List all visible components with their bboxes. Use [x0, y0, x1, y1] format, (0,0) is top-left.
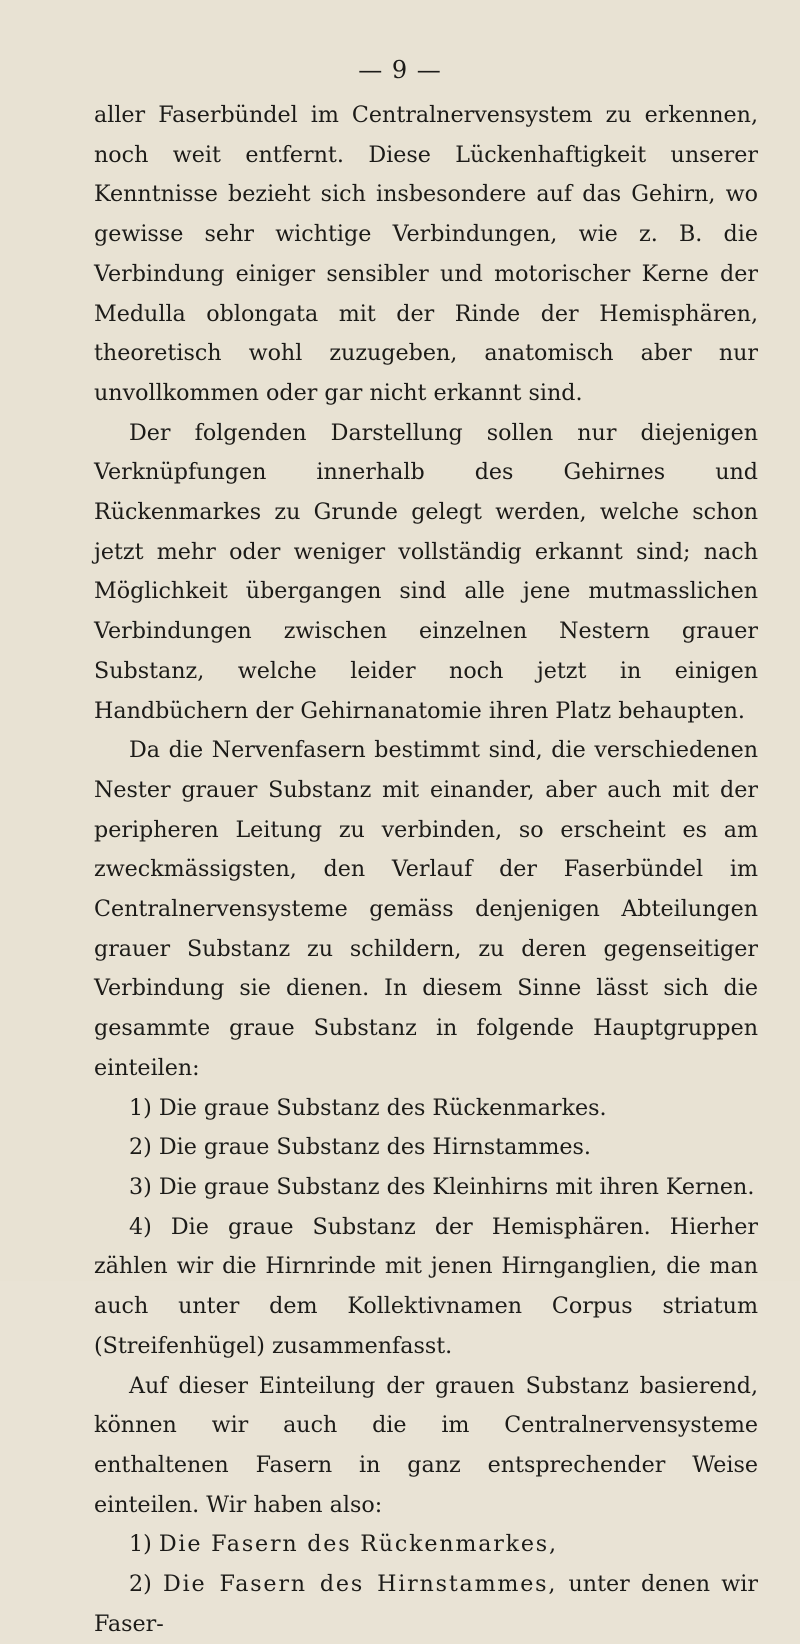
- group-list-item-4: 4) Die graue Substanz der Hemisphären. Hierher zählen wir die Hirnrinde mit jenen Hirnganglien, die man auch unter dem Kollektivnamen Corpus striatum (Streifenhügel) zusammenfasst.: [94, 1213, 758, 1359]
- group-list-item-1: 1) Die graue Substanz des Rückenmarkes.: [129, 1094, 607, 1121]
- fiber-list-item-2-number: 2): [129, 1571, 152, 1598]
- fiber-list-item-1: [94, 1525, 758, 1565]
- group-list-item-2: 2) Die graue Substanz des Hirnstammes.: [129, 1134, 591, 1161]
- page-number: — 9 —: [358, 56, 442, 84]
- fiber-list-item-2-rest-text: unter denen wir Faser-: [94, 1571, 758, 1637]
- body-text: [94, 96, 758, 1644]
- fiber-list-item-1-number: 1): [129, 1531, 152, 1558]
- paragraph-4: Auf dieser Einteilung der grauen Substanz basierend, können wir auch die im Centralnervensysteme enthaltenen Fasern in ganz entsprechender Weise einteilen. Wir haben also:: [94, 1372, 758, 1518]
- paragraph-2: Der folgenden Darstellung sollen nur diejenigen Verknüpfungen innerhalb des Gehirnes und Rückenmarkes zu Grunde gelegt werden, welche schon jetzt mehr oder weniger vollständig erkannt sind; nach Möglichkeit übergangen sind alle jene mutmasslichen Verbindungen zwischen einzelnen Nestern grauer Substanz, welche leider noch jetzt in einigen Handbüchern der Gehirnanatomie ihren Platz behaupten.: [94, 419, 758, 724]
- fiber-list-item-1-text: Die Fasern des Rückenmarkes,: [158, 1531, 558, 1558]
- fiber-list-item-2: [94, 1565, 758, 1644]
- fiber-list-item-2-spaced-text: Die Fasern des Hirnstammes,: [163, 1571, 558, 1598]
- paragraph-3: Da die Nervenfasern bestimmt sind, die verschiedenen Nester grauer Substanz mit einander, aber auch mit der peripheren Leitung zu verbinden, so erscheint es am zweckmässigsten, den Verlauf der Faserbündel im Centralnervensysteme gemäss denjenigen Abteilungen grauer Substanz zu schildern, zu deren gegenseitiger Verbindung sie dienen. In diesem Sinne lässt sich die gesammte graue Substanz in folgende Hauptgruppen einteilen:: [94, 737, 758, 1081]
- paragraph-1: aller Faserbündel im Centralnervensystem zu erkennen, noch weit entfernt. Diese Lückenhaftigkeit unserer Kenntnisse bezieht sich insbesondere auf das Gehirn, wo gewisse sehr wichtige Verbindungen, wie z. B. die Verbindung einiger sensibler und motorischer Kerne der Medulla oblongata mit der Rinde der Hemisphären, theoretisch wohl zuzugeben, anatomisch aber nur unvollkommen oder gar nicht erkannt sind.: [94, 102, 758, 406]
- group-list-item-3: 3) Die graue Substanz des Kleinhirns mit ihren Kernen.: [129, 1173, 755, 1200]
